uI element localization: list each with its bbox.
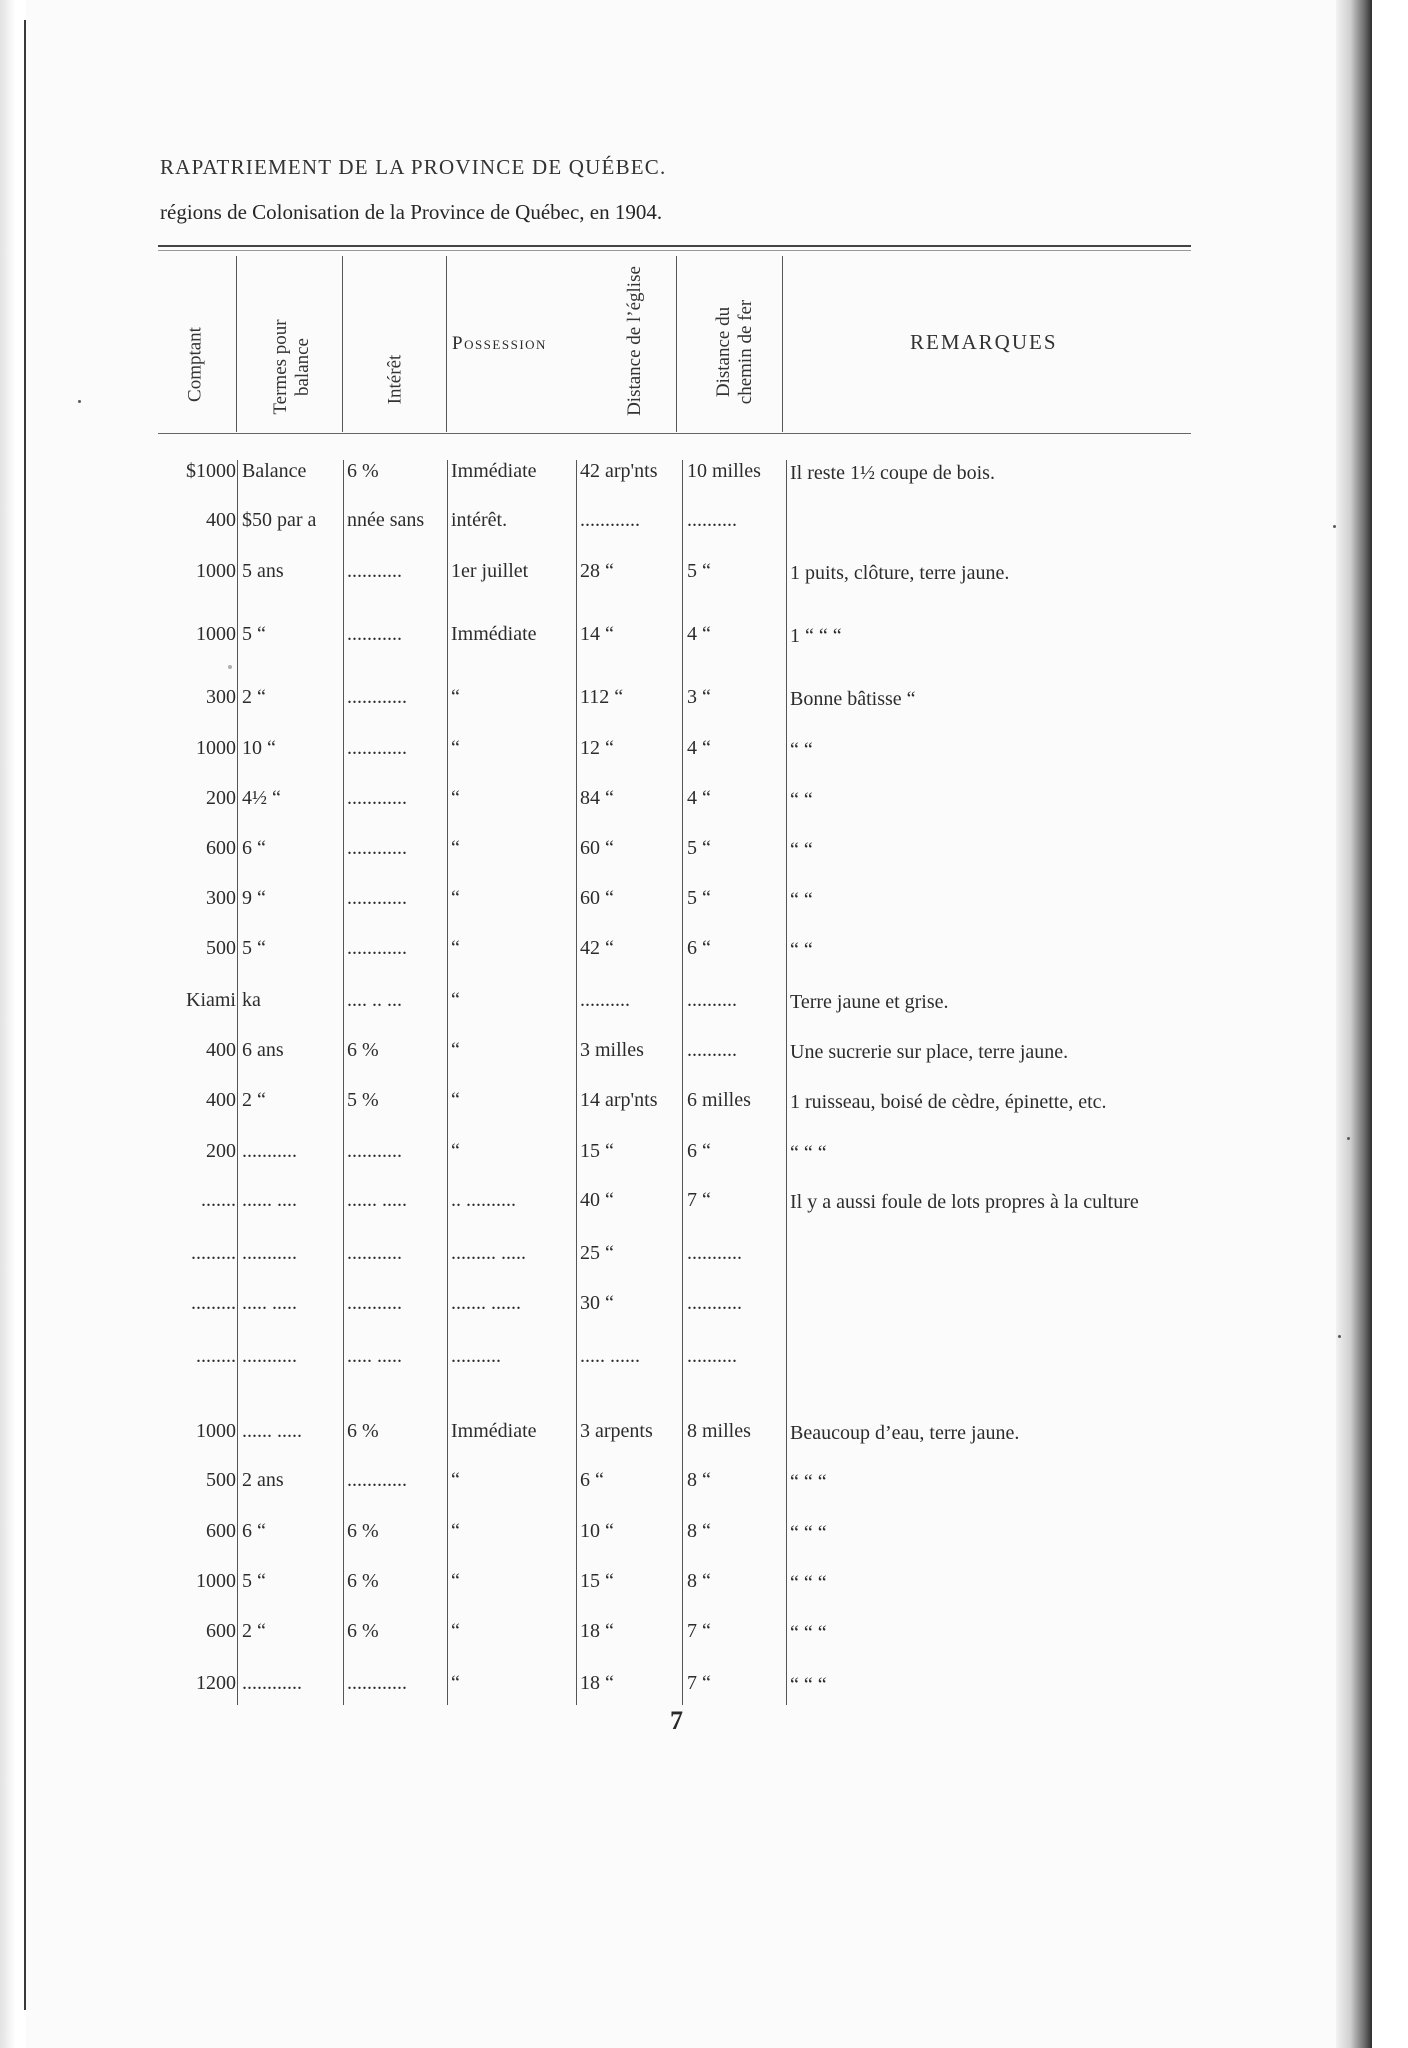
- cell-interet: .... .. ...: [347, 989, 402, 1011]
- cell-termes: 5 “: [242, 937, 266, 959]
- cell-eglise: 84 “: [580, 787, 614, 809]
- cell-eglise: 40 “: [580, 1189, 614, 1211]
- cell-eglise: 14 arp'nts: [580, 1089, 658, 1111]
- cell-termes: ...... ....: [242, 1189, 297, 1211]
- cell-termes: ka: [242, 989, 261, 1011]
- cell-remarques: Terre jaune et grise.: [790, 991, 949, 1013]
- cell-possession: ....... ......: [451, 1292, 521, 1314]
- cell-eglise: 18 “: [580, 1620, 614, 1642]
- cell-chemin: 5 “: [687, 837, 711, 859]
- cell-possession: “: [451, 1520, 460, 1542]
- cell-possession: Immédiate: [451, 1420, 537, 1442]
- cell-comptant: 400: [206, 1039, 236, 1061]
- cell-comptant: .........: [191, 1292, 236, 1314]
- scan-speck: [78, 400, 81, 403]
- header-divider: [446, 256, 447, 432]
- cell-interet: 6 %: [347, 460, 379, 482]
- cell-possession: “: [451, 937, 460, 959]
- cell-interet: ...........: [347, 1242, 402, 1264]
- table-row: [0, 1469, 1372, 1509]
- cell-eglise: 30 “: [580, 1292, 614, 1314]
- cell-comptant: 200: [206, 1140, 236, 1162]
- cell-interet: ...........: [347, 1140, 402, 1162]
- cell-termes: ...........: [242, 1140, 297, 1162]
- table-row: [0, 460, 1372, 500]
- cell-comptant: 300: [206, 887, 236, 909]
- cell-remarques: Beaucoup d’eau, terre jaune.: [790, 1422, 1020, 1444]
- cell-chemin: ..........: [687, 989, 737, 1011]
- cell-remarques: Il reste 1½ coupe de bois.: [790, 462, 995, 484]
- table-row: [0, 1345, 1372, 1385]
- cell-remarques: “ “ “: [790, 1674, 827, 1696]
- cell-chemin: 6 “: [687, 937, 711, 959]
- cell-termes: 2 “: [242, 686, 266, 708]
- cell-termes: ...... .....: [242, 1420, 302, 1442]
- cell-eglise: 42 arp'nts: [580, 460, 658, 482]
- table-row: [0, 1570, 1372, 1610]
- cell-eglise: 60 “: [580, 887, 614, 909]
- cell-termes: 2 “: [242, 1620, 266, 1642]
- cell-remarques: 1 “ “ “: [790, 625, 842, 647]
- cell-eglise: 15 “: [580, 1140, 614, 1162]
- table-row: [0, 509, 1372, 549]
- header-divider: [782, 256, 783, 432]
- cell-eglise: 112 “: [580, 686, 624, 708]
- cell-interet: nnée sans: [347, 509, 425, 531]
- cell-termes: ..... .....: [242, 1292, 297, 1314]
- cell-termes: $50 par a: [242, 509, 317, 531]
- table-top-rule-thin: [158, 250, 1191, 251]
- cell-eglise: 60 “: [580, 837, 614, 859]
- cell-chemin: 5 “: [687, 560, 711, 582]
- cell-comptant: 1200: [196, 1672, 236, 1694]
- cell-comptant: Kiami: [186, 989, 236, 1011]
- cell-comptant: .......: [201, 1189, 236, 1211]
- header-divider: [342, 256, 343, 432]
- cell-termes: 6 ans: [242, 1039, 284, 1061]
- cell-possession: “: [451, 887, 460, 909]
- cell-comptant: 500: [206, 1469, 236, 1491]
- cell-possession: Immédiate: [451, 460, 537, 482]
- cell-interet: ............: [347, 887, 407, 909]
- cell-comptant: 600: [206, 1520, 236, 1542]
- cell-comptant: 500: [206, 937, 236, 959]
- cell-chemin: 4 “: [687, 623, 711, 645]
- scan-speck: [1338, 1335, 1341, 1338]
- cell-chemin: 8 “: [687, 1520, 711, 1542]
- cell-eglise: 15 “: [580, 1570, 614, 1592]
- table-row: [0, 1089, 1372, 1129]
- cell-interet: 6 %: [347, 1420, 379, 1442]
- table-row: [0, 937, 1372, 977]
- cell-eglise: 28 “: [580, 560, 614, 582]
- cell-interet: ............: [347, 686, 407, 708]
- table-row: [0, 989, 1372, 1029]
- cell-chemin: ..........: [687, 1345, 737, 1367]
- cell-possession: ......... .....: [451, 1242, 526, 1264]
- cell-possession: “: [451, 787, 460, 809]
- cell-possession: “: [451, 989, 460, 1011]
- cell-eglise: 14 “: [580, 623, 614, 645]
- cell-remarques: “ “ “: [790, 1622, 827, 1644]
- table-row: [0, 837, 1372, 877]
- cell-remarques: “ “: [790, 739, 813, 761]
- cell-interet: ............: [347, 737, 407, 759]
- cell-possession: “: [451, 1140, 460, 1162]
- cell-chemin: 10 milles: [687, 460, 761, 482]
- cell-comptant: 400: [206, 509, 236, 531]
- cell-possession: “: [451, 1620, 460, 1642]
- cell-chemin: 7 “: [687, 1672, 711, 1694]
- cell-comptant: 600: [206, 1620, 236, 1642]
- cell-termes: 5 “: [242, 623, 266, 645]
- table-row: [0, 1140, 1372, 1180]
- cell-possession: “: [451, 737, 460, 759]
- cell-chemin: ..........: [687, 1039, 737, 1061]
- cell-chemin: ..........: [687, 509, 737, 531]
- cell-chemin: 8 “: [687, 1469, 711, 1491]
- table-row: [0, 623, 1372, 663]
- cell-remarques: “ “: [790, 889, 813, 911]
- cell-termes: 10 “: [242, 737, 276, 759]
- cell-possession: “: [451, 1570, 460, 1592]
- table-row: [0, 1520, 1372, 1560]
- cell-interet: 6 %: [347, 1520, 379, 1542]
- cell-interet: ............: [347, 1672, 407, 1694]
- cell-remarques: “ “ “: [790, 1572, 827, 1594]
- cell-chemin: ...........: [687, 1292, 742, 1314]
- cell-chemin: 7 “: [687, 1189, 711, 1211]
- cell-interet: 6 %: [347, 1039, 379, 1061]
- header-comptant: Comptant: [184, 327, 206, 402]
- cell-possession: ..........: [451, 1345, 501, 1367]
- cell-possession: 1er juillet: [451, 560, 529, 582]
- cell-eglise: 18 “: [580, 1672, 614, 1694]
- table-row: [0, 1189, 1372, 1229]
- cell-remarques: “ “: [790, 939, 813, 961]
- cell-termes: ...........: [242, 1242, 297, 1264]
- cell-eglise: 6 “: [580, 1469, 604, 1491]
- cell-possession: “: [451, 1469, 460, 1491]
- cell-remarques: “ “: [790, 839, 813, 861]
- cell-comptant: 300: [206, 686, 236, 708]
- cell-comptant: 1000: [196, 1420, 236, 1442]
- cell-chemin: 6 milles: [687, 1089, 751, 1111]
- cell-remarques: 1 ruisseau, boisé de cèdre, épinette, etc.: [790, 1091, 1107, 1113]
- cell-eglise: ............: [580, 509, 640, 531]
- cell-possession: Immédiate: [451, 623, 537, 645]
- cell-remarques: “ “ “: [790, 1142, 827, 1164]
- cell-chemin: 7 “: [687, 1620, 711, 1642]
- cell-termes: 6 “: [242, 1520, 266, 1542]
- table-row: [0, 887, 1372, 927]
- cell-comptant: 1000: [196, 1570, 236, 1592]
- cell-chemin: 8 “: [687, 1570, 711, 1592]
- cell-eglise: 42 “: [580, 937, 614, 959]
- table-row: [0, 1242, 1372, 1282]
- cell-interet: ...........: [347, 560, 402, 582]
- cell-remarques: “ “ “: [790, 1522, 827, 1544]
- cell-eglise: 12 “: [580, 737, 614, 759]
- page-number: 7: [670, 1706, 683, 1735]
- cell-interet: 5 %: [347, 1089, 379, 1111]
- cell-remarques: Il y a aussi foule de lots propres à la culture: [790, 1191, 1139, 1213]
- header-remarques: REMARQUES: [910, 330, 1058, 354]
- cell-possession: “: [451, 1672, 460, 1694]
- table-top-rule: [158, 245, 1191, 247]
- cell-comptant: 1000: [196, 737, 236, 759]
- cell-interet: ...... .....: [347, 1189, 407, 1211]
- cell-termes: 2 “: [242, 1089, 266, 1111]
- cell-possession: intérêt.: [451, 509, 508, 531]
- cell-comptant: 1000: [196, 623, 236, 645]
- cell-termes: 5 “: [242, 1570, 266, 1592]
- cell-termes: 6 “: [242, 837, 266, 859]
- header-chemin: Distance du chemin de fer: [713, 299, 756, 405]
- table-row: [0, 560, 1372, 600]
- cell-eglise: ..... ......: [580, 1345, 640, 1367]
- page-title: RAPATRIEMENT DE LA PROVINCE DE QUÉBEC.: [160, 155, 667, 179]
- table-row: [0, 1672, 1372, 1712]
- cell-eglise: 25 “: [580, 1242, 614, 1264]
- cell-interet: ............: [347, 937, 407, 959]
- header-divider: [676, 256, 677, 432]
- cell-remarques: Bonne bâtisse “: [790, 688, 916, 710]
- cell-comptant: 1000: [196, 560, 236, 582]
- page-subtitle: régions de Colonisation de la Province de Québec, en 1904.: [160, 200, 663, 224]
- cell-comptant: ........: [196, 1345, 236, 1367]
- cell-chemin: 4 “: [687, 737, 711, 759]
- cell-remarques: “ “ “: [790, 1471, 827, 1493]
- header-divider: [236, 256, 237, 432]
- cell-remarques: Une sucrerie sur place, terre jaune.: [790, 1041, 1069, 1063]
- cell-possession: “: [451, 1089, 460, 1111]
- header-termes: Termes pour balance: [270, 319, 313, 415]
- cell-chemin: 4 “: [687, 787, 711, 809]
- cell-possession: “: [451, 686, 460, 708]
- cell-termes: ...........: [242, 1345, 297, 1367]
- cell-interet: ............: [347, 837, 407, 859]
- scan-speck: [228, 665, 232, 669]
- table-row: [0, 1620, 1372, 1660]
- cell-interet: ............: [347, 787, 407, 809]
- cell-chemin: 5 “: [687, 887, 711, 909]
- table-row: [0, 787, 1372, 827]
- cell-interet: 6 %: [347, 1570, 379, 1592]
- cell-termes: Balance: [242, 460, 307, 482]
- cell-comptant: $1000: [186, 460, 236, 482]
- cell-interet: ...........: [347, 623, 402, 645]
- cell-interet: ...........: [347, 1292, 402, 1314]
- cell-chemin: 8 milles: [687, 1420, 751, 1442]
- cell-termes: ............: [242, 1672, 302, 1694]
- cell-remarques: “ “: [790, 789, 813, 811]
- table-row: [0, 686, 1372, 726]
- cell-possession: .. ..........: [451, 1189, 516, 1211]
- cell-interet: ............: [347, 1469, 407, 1491]
- cell-comptant: 400: [206, 1089, 236, 1111]
- cell-interet: ..... .....: [347, 1345, 402, 1367]
- cell-termes: 4½ “: [242, 787, 281, 809]
- header-possession: Possession: [452, 333, 547, 354]
- table-row: [0, 737, 1372, 777]
- table-row: [0, 1420, 1372, 1460]
- cell-eglise: 3 milles: [580, 1039, 644, 1061]
- cell-remarques: 1 puits, clôture, terre jaune.: [790, 562, 1010, 584]
- cell-termes: 9 “: [242, 887, 266, 909]
- cell-chemin: ...........: [687, 1242, 742, 1264]
- cell-comptant: 200: [206, 787, 236, 809]
- header-interet: Intérêt: [384, 354, 406, 405]
- table-row: [0, 1039, 1372, 1079]
- cell-comptant: 600: [206, 837, 236, 859]
- cell-chemin: 6 “: [687, 1140, 711, 1162]
- cell-termes: 5 ans: [242, 560, 284, 582]
- cell-termes: 2 ans: [242, 1469, 284, 1491]
- header-eglise: Distance de l’église: [624, 266, 645, 416]
- cell-chemin: 3 “: [687, 686, 711, 708]
- cell-possession: “: [451, 837, 460, 859]
- table-row: [0, 1292, 1372, 1332]
- cell-eglise: 10 “: [580, 1520, 614, 1542]
- cell-eglise: ..........: [580, 989, 630, 1011]
- cell-interet: 6 %: [347, 1620, 379, 1642]
- cell-eglise: 3 arpents: [580, 1420, 653, 1442]
- cell-possession: “: [451, 1039, 460, 1061]
- cell-comptant: .........: [191, 1242, 236, 1264]
